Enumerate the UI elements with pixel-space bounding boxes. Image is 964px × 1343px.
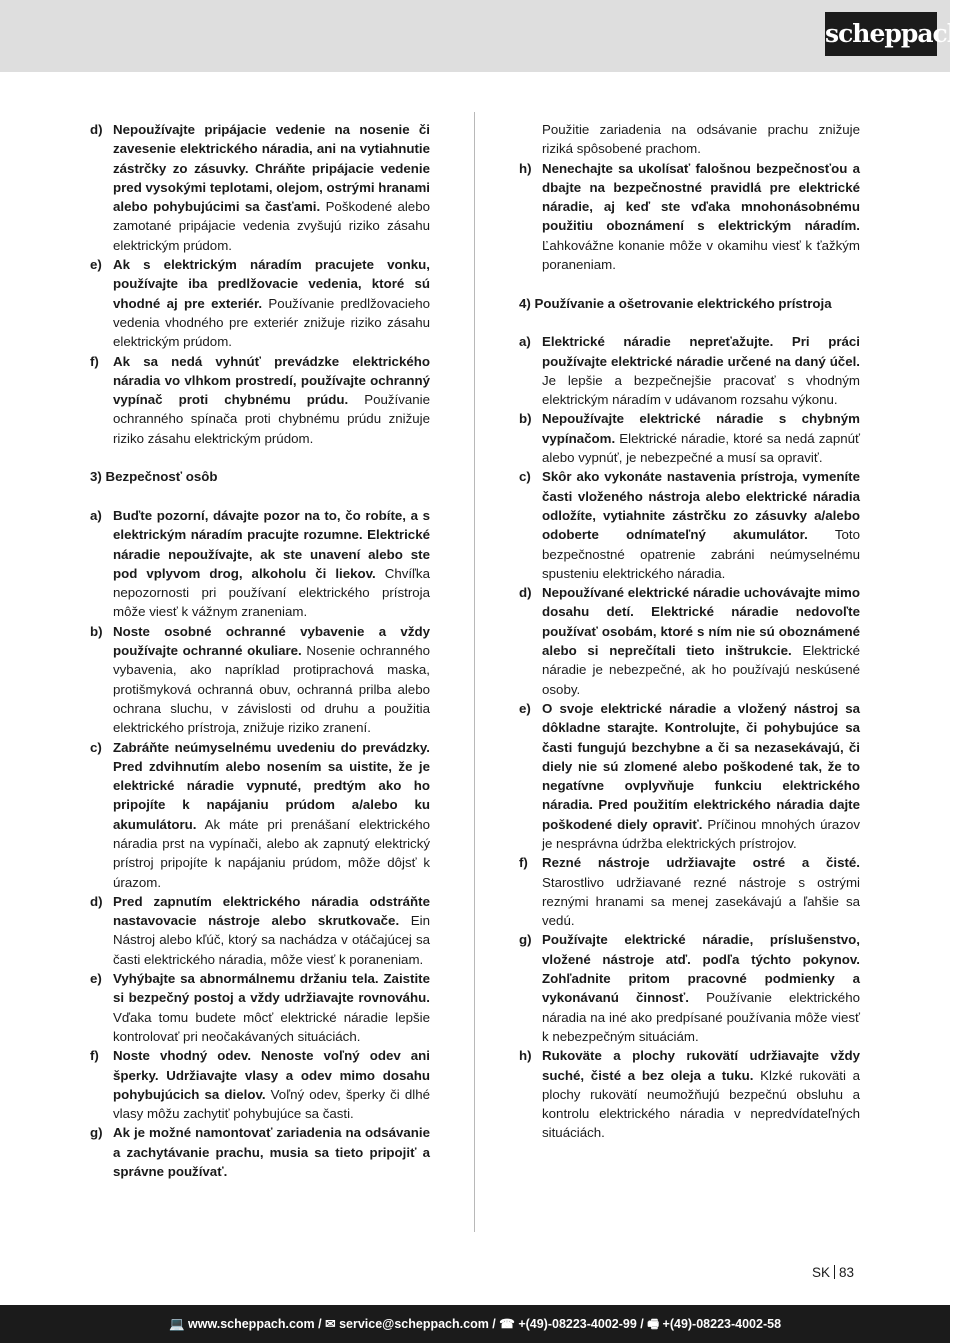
list-item bbox=[90, 255, 430, 351]
list-marker: f) bbox=[519, 855, 528, 871]
page-number bbox=[812, 1265, 854, 1280]
section-heading-personal-safety: 3) Bezpečnosť osôb bbox=[90, 469, 218, 485]
instruction-bold: Vyhýbajte sa abnormálnemu držaniu tela. Zaistite si bezpečný postoj a vždy udržiavajte rovnováhu. bbox=[113, 971, 430, 1006]
instruction-explanation: Klzké rukoväti a plochy rukovätí neumožňujú bezpečnú obsluhu a kontrolu elektrického náradia v nepredvídateľných situáciách. bbox=[542, 1067, 860, 1141]
mail-icon: ✉ bbox=[325, 1317, 336, 1331]
safety-list-electrical bbox=[90, 120, 430, 448]
left-column bbox=[90, 120, 430, 1181]
instruction-bold: Ak je možné namontovať zariadenia na odsávanie a zachytávanie prachu, musia sa tieto pripojiť a správne používať. bbox=[113, 1125, 430, 1180]
list-marker: a) bbox=[90, 507, 102, 523]
instruction-bold: Buďte pozorní, dávajte pozor na to, čo robíte, a s elektrickým náradím pracujte rozumne. Elektrické náradie nepoužívajte, ak ste unavení alebo ste pod vplyvom drog, alkoholu či liekov. bbox=[113, 507, 430, 581]
phone-icon: ☎ bbox=[499, 1317, 515, 1331]
instruction-explanation: Toto bezpečnostné opatrenie zabráni neúmyselnému spusteniu elektrického náradia. bbox=[542, 527, 860, 581]
list-item bbox=[519, 332, 860, 409]
instruction-explanation: Voľný odev, šperky či dlhé vlasy môžu zachytiť pohybujúce sa časti. bbox=[113, 1086, 430, 1122]
fax-icon: 🖷 bbox=[647, 1317, 660, 1331]
list-item bbox=[90, 738, 430, 892]
instruction-bold: Skôr ako vykonáte nastavenia prístroja, vymeníte časti vloženého nástroja alebo elektrické náradia odložíte, vytiahnite zástrčku zo zásuvky a/alebo odoberte odnímateľný akumulátor. bbox=[542, 469, 860, 543]
list-item bbox=[90, 1123, 430, 1181]
instruction-bold: Noste vhodný odev. Nenoste voľný odev ani šperky. Udržiavajte vlasy a odev mimo dosahu pohybujúcich sa dielov. bbox=[113, 1048, 430, 1102]
instruction-bold: Pred zapnutím elektrického náradia odstráňte nastavovacie nástroje alebo skrutkovače. bbox=[113, 893, 430, 929]
list-item bbox=[90, 120, 430, 255]
column-divider bbox=[474, 112, 475, 1232]
instruction-explanation: Príčinou mnohých úrazov je nesprávna údržba elektrických prístrojov. bbox=[542, 816, 860, 851]
instruction-bold: Zabráňte neúmyselnému uvedeniu do prevádzky. Pred zdvihnutím alebo nosením sa uistite, že je elektrické náradie vypnuté, predtým ako ho pripojíte k napájaniu prúdom a/alebo ku akumulátoru. bbox=[113, 739, 430, 832]
list-marker: e) bbox=[90, 257, 102, 273]
safety-list-personal bbox=[90, 506, 430, 1181]
instruction-bold: Nepoužívajte pripájacie vedenie na nosenie či zavesenie elektrického náradia, ani na vytiahnutie zástrčky zo zásuvky. Chráňte pripájacie vedenie pred vysokými teplotami, olejom, ostrými hranami alebo pohybujúcimi sa časťami. bbox=[113, 122, 431, 215]
instruction-explanation: Nosenie ochranného vybavenia, ako napríklad protiprachová maska, protišmyková ochranná obuv, ochranná prilba alebo ochrana sluchu, v závislosti od druhu a použitia elektrického prístroja, znižuje riziko zranení. bbox=[113, 643, 430, 736]
instruction-bold: O svoje elektrické náradie a vložený nástroj sa dôkladne starajte. Kontrolujte, či pohybujúce sa časti fungujú bezchybne a či sa nezasekávajú, či diely nie sú zlomené alebo poškodené tak, že to negatívne ovplyvňuje funkciu elektrického náradia. Pred použitím elektrického náradia dajte poškodené diely opraviť. bbox=[542, 700, 860, 832]
list-marker: e) bbox=[90, 971, 102, 987]
list-item bbox=[90, 506, 430, 622]
page-header bbox=[0, 0, 964, 72]
list-item bbox=[90, 622, 430, 738]
list-marker: f) bbox=[90, 353, 99, 369]
list-marker: d) bbox=[90, 122, 103, 137]
list-item bbox=[519, 853, 860, 930]
list-marker: b) bbox=[519, 411, 532, 427]
safety-list-tool-use bbox=[519, 332, 860, 1142]
instruction-bold: Noste osobné ochranné vybavenie a vždy používajte ochranné okuliare. bbox=[113, 623, 430, 659]
fax-number: +(49)-08223-4002-58 bbox=[662, 1317, 782, 1331]
list-marker: c) bbox=[519, 469, 531, 485]
instruction-bold: Ak s elektrickým náradím pracujete vonku, používajte iba predlžovacie vedenia, ktoré sú vhodné aj pre exteriér. bbox=[113, 257, 430, 311]
instruction-explanation: Ein Nástroj alebo kľúč, ktorý sa nachádza v otáčajúcej sa časti elektrického náradia, môže viesť k poraneniam. bbox=[113, 913, 430, 967]
footer-separator: / bbox=[636, 1317, 648, 1331]
instruction-explanation: Ľahkovážne konanie môže v okamihu viesť k ťažkým poraneniam. bbox=[542, 237, 860, 273]
list-item bbox=[519, 159, 860, 275]
instruction-bold: Nepoužívané elektrické náradie uchovávajte mimo dosahu detí. Elektrické náradie nedovoľte používať osobám, ktoré s ním nie sú oboznámené alebo si neprečítali tieto inštrukcie. bbox=[542, 585, 860, 659]
instruction-explanation: Používanie predlžovacieho vedenia vhodného pre exteriér znižuje riziko zásahu elektrickým prúdom. bbox=[113, 295, 431, 350]
safety-list-personal-cont bbox=[519, 159, 860, 275]
list-item bbox=[519, 467, 860, 583]
phone-number: +(49)-08223-4002-99 bbox=[518, 1317, 637, 1331]
section-heading-tool-use: 4) Používanie a ošetrovanie elektrického prístroja bbox=[519, 295, 832, 311]
list-item bbox=[90, 892, 430, 969]
list-item bbox=[519, 409, 860, 467]
instruction-explanation: Elektrické náradie, ktoré sa nedá zapnúť alebo vypnúť, je nebezpečné a musí sa opraviť. bbox=[542, 430, 860, 466]
instruction-bold: Rukoväte a plochy rukovätí udržiavajte vždy suché, čisté a bez oleja a tuku. bbox=[542, 1048, 860, 1083]
page-number-separator bbox=[834, 1265, 835, 1279]
website-link[interactable]: www.scheppach.com bbox=[188, 1317, 315, 1331]
list-marker: d) bbox=[519, 585, 532, 601]
list-item bbox=[519, 930, 860, 1046]
list-item bbox=[519, 699, 860, 853]
list-marker: e) bbox=[519, 700, 531, 716]
list-item bbox=[90, 969, 430, 1046]
list-marker: h) bbox=[519, 1048, 532, 1064]
instruction-bold: Používajte elektrické náradie, príslušenstvo, vložené nástroje atď. podľa týchto pokynov. Zohľadnite pritom pracovné podmienky a vykonávanú činnosť. bbox=[542, 932, 860, 1006]
instruction-explanation: Starostlivo udržiavané rezné nástroje s ostrými reznými hranami sa menej zasekávajú a ľahšie sa vedú. bbox=[542, 874, 860, 929]
instruction-explanation: Vďaka tomu budete môcť elektrické náradie lepšie kontrolovať pri neočakávaných situáciách. bbox=[113, 1009, 430, 1044]
instruction-explanation: Používanie elektrického náradia na iné ako predpísané používania môže viesť k nebezpečným situáciám. bbox=[542, 990, 860, 1044]
list-item bbox=[90, 1046, 430, 1123]
footer-separator: / bbox=[488, 1317, 500, 1331]
page-number-value: 83 bbox=[839, 1265, 855, 1280]
page-footer bbox=[0, 1305, 950, 1343]
list-marker: g) bbox=[519, 932, 532, 948]
list-marker: a) bbox=[519, 334, 531, 350]
list-item bbox=[519, 1046, 860, 1142]
instruction-explanation: Je lepšie a bezpečnejšie pracovať s vhodným elektrickým náradím v udávanom rozsahu výkonu. bbox=[542, 372, 860, 408]
instruction-explanation: Používanie ochranného spínača proti chybnému prúdu znižuje riziko zásahu elektrickým prúdom. bbox=[113, 392, 431, 446]
instruction-bold: Nenechajte sa ukolísať falošnou bezpečnosťou a dbajte na bezpečnostné pravidlá pre elektrické náradie, aj keď ste vďaka mnohonásobnému použitiu oboznámení s elektrickým náradím. bbox=[542, 160, 860, 234]
list-marker: c) bbox=[90, 739, 102, 755]
web-icon: 💻 bbox=[168, 1317, 185, 1331]
list-item bbox=[519, 583, 860, 699]
instruction-bold: Elektrické náradie nepreťažujte. Pri práci používajte elektrické náradie určené na daný účel. bbox=[542, 334, 860, 369]
instruction-explanation: Poškodené alebo zamotané pripájacie vedenia zvyšujú riziko zásahu elektrickým prúdom. bbox=[113, 199, 430, 253]
list-marker: g) bbox=[90, 1125, 103, 1141]
email-link[interactable]: service@scheppach.com bbox=[339, 1317, 489, 1331]
instruction-explanation: Chvíľka nepozornosti pri používaní elektrického prístroja môže viesť k vážnym zraneniam. bbox=[113, 565, 430, 620]
list-marker: h) bbox=[519, 160, 532, 176]
instruction-bold: Nepoužívajte elektrické náradie s chybným vypínačom. bbox=[542, 411, 860, 446]
list-marker: b) bbox=[90, 623, 103, 639]
right-column bbox=[519, 120, 860, 1143]
list-marker: d) bbox=[90, 893, 103, 909]
footer-separator: / bbox=[314, 1317, 326, 1331]
instruction-bold: Ak sa nedá vyhnúť prevádzke elektrického náradia vo vlhkom prostredí, používajte ochranný vypínač proti chybnému prúdu. bbox=[113, 353, 430, 408]
list-marker: f) bbox=[90, 1048, 99, 1064]
list-item bbox=[90, 352, 430, 448]
continuation-text: Použitie zariadenia na odsávanie prachu znižuje riziká spôsobené prachom. bbox=[542, 122, 860, 157]
scheppach-logo: scheppach bbox=[825, 12, 937, 56]
instruction-explanation: Ak máte pri prenášaní elektrického náradia prst na vypínači, alebo ak zapnutý elektrický prístroj pripojíte k napájaniu prúdom, môže dôjsť k úrazom. bbox=[113, 816, 430, 890]
instruction-explanation: Elektrické náradie je nebezpečné, ak ho používajú neskúsené osoby. bbox=[542, 643, 860, 697]
language-code: SK bbox=[812, 1265, 831, 1280]
instruction-bold: Rezné nástroje udržiavajte ostré a čisté. bbox=[542, 855, 860, 871]
